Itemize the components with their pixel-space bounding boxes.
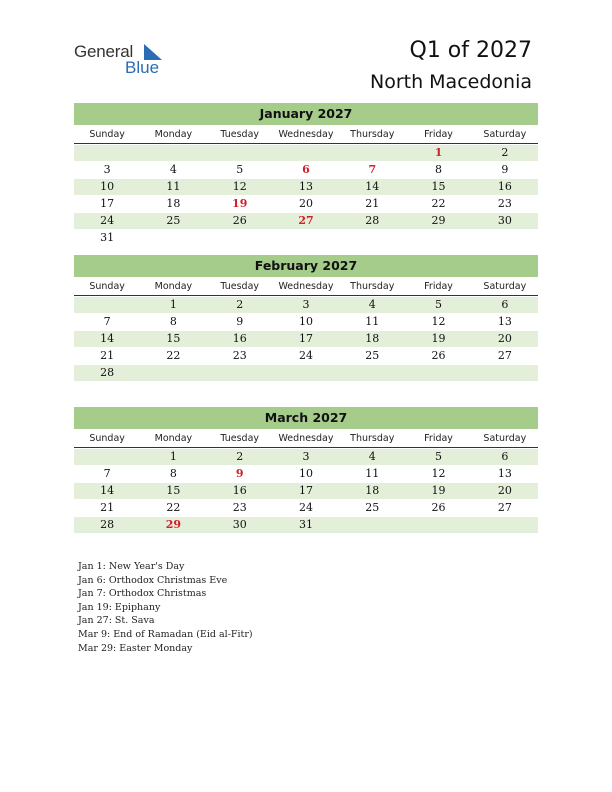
day-cell: 2 — [236, 449, 244, 463]
day-cell: 22 — [166, 500, 181, 514]
day-cell: 31 — [298, 517, 313, 531]
day-cell: 4 — [368, 449, 376, 463]
weekday-label: Thursday — [350, 433, 395, 444]
day-cell: 27 — [298, 213, 314, 227]
day-cell: 24 — [100, 213, 115, 227]
holiday-note: Mar 29: Easter Monday — [78, 642, 193, 654]
weeks — [74, 145, 538, 247]
day-cell: 10 — [100, 179, 115, 193]
day-cell: 13 — [497, 466, 512, 480]
day-cell: 11 — [365, 466, 380, 480]
day-cell: 23 — [232, 500, 247, 514]
day-cell: 11 — [166, 179, 181, 193]
day-cell: 4 — [169, 162, 177, 176]
weekday-label: Wednesday — [278, 129, 334, 140]
empty-day-cell — [339, 517, 405, 534]
week-row — [74, 230, 538, 247]
day-cell: 17 — [100, 196, 115, 210]
weekday-label: Friday — [424, 281, 453, 292]
day-cell: 11 — [365, 314, 380, 328]
day-cell: 7 — [368, 162, 377, 176]
day-cell: 12 — [232, 179, 247, 193]
day-cell: 31 — [100, 230, 115, 244]
weekday-label: Monday — [154, 281, 193, 292]
day-cell: 12 — [431, 466, 446, 480]
day-cell: 27 — [497, 348, 512, 362]
day-cell: 5 — [236, 162, 244, 176]
day-cell: 26 — [431, 348, 446, 362]
day-cell: 3 — [302, 297, 310, 311]
weekday-label: Tuesday — [220, 129, 260, 140]
day-cell: 25 — [166, 213, 181, 227]
holiday-note: Mar 9: End of Ramadan (Eid al-Fitr) — [78, 628, 253, 640]
day-cell: 27 — [497, 500, 512, 514]
empty-day-cell — [74, 297, 140, 314]
month-march — [74, 407, 538, 533]
week-row — [74, 517, 538, 534]
day-cell: 26 — [232, 213, 247, 227]
day-cell: 17 — [298, 331, 313, 345]
day-cell: 20 — [497, 331, 512, 345]
day-cell: 5 — [435, 297, 443, 311]
day-cell: 19 — [431, 483, 446, 497]
week-row — [74, 365, 538, 382]
day-cell: 8 — [169, 466, 177, 480]
empty-day-cell — [405, 230, 471, 247]
day-cell: 1 — [434, 145, 443, 159]
day-cell: 28 — [365, 213, 380, 227]
day-cell: 21 — [100, 348, 115, 362]
day-cell: 18 — [166, 196, 181, 210]
day-cell: 13 — [298, 179, 313, 193]
day-cell: 22 — [166, 348, 181, 362]
holiday-note: Jan 19: Epiphany — [78, 601, 161, 613]
page-title: Q1 of 2027 — [409, 38, 532, 63]
week-row — [74, 466, 538, 483]
week-row — [74, 179, 538, 196]
day-cell: 21 — [100, 500, 115, 514]
week-row — [74, 145, 538, 162]
month-title: January 2027 — [74, 103, 538, 125]
day-cell: 24 — [298, 500, 313, 514]
weekday-label: Wednesday — [278, 433, 334, 444]
day-cell: 5 — [435, 449, 443, 463]
logo — [74, 42, 194, 78]
month-january — [74, 103, 538, 246]
day-cell: 19 — [431, 331, 446, 345]
holiday-notes — [78, 560, 253, 655]
day-cell: 2 — [236, 297, 244, 311]
day-cell: 1 — [169, 297, 177, 311]
day-cell: 6 — [302, 162, 310, 176]
day-cell: 30 — [497, 213, 512, 227]
week-row — [74, 483, 538, 500]
day-cell: 12 — [431, 314, 446, 328]
empty-day-cell — [74, 145, 140, 162]
empty-day-cell — [472, 365, 538, 382]
day-cell: 23 — [497, 196, 512, 210]
weekday-label: Thursday — [350, 129, 395, 140]
weekday-label: Saturday — [483, 129, 527, 140]
day-cell: 2 — [501, 145, 509, 159]
weekday-label: Saturday — [483, 281, 527, 292]
day-cell: 1 — [169, 449, 177, 463]
empty-day-cell — [140, 145, 206, 162]
day-cell: 7 — [103, 314, 111, 328]
month-february — [74, 255, 538, 381]
week-row — [74, 196, 538, 213]
day-cell: 16 — [497, 179, 512, 193]
weekday-label: Saturday — [483, 433, 527, 444]
day-cell: 10 — [298, 466, 313, 480]
day-cell: 23 — [232, 348, 247, 362]
day-cell: 17 — [298, 483, 313, 497]
week-row — [74, 449, 538, 466]
day-cell: 24 — [298, 348, 313, 362]
empty-day-cell — [405, 365, 471, 382]
empty-day-cell — [140, 230, 206, 247]
week-row — [74, 348, 538, 365]
weeks — [74, 297, 538, 382]
day-cell: 25 — [365, 500, 380, 514]
weekday-label: Sunday — [89, 433, 125, 444]
day-cell: 16 — [232, 331, 247, 345]
day-cell: 14 — [100, 483, 115, 497]
day-cell: 25 — [365, 348, 380, 362]
weekday-label: Sunday — [89, 281, 125, 292]
month-title: February 2027 — [74, 255, 538, 277]
week-row — [74, 314, 538, 331]
day-cell: 14 — [365, 179, 380, 193]
empty-day-cell — [472, 230, 538, 247]
day-cell: 26 — [431, 500, 446, 514]
day-cell: 9 — [235, 466, 244, 480]
day-cell: 28 — [100, 365, 115, 379]
empty-day-cell — [140, 365, 206, 382]
empty-day-cell — [273, 365, 339, 382]
empty-day-cell — [472, 517, 538, 534]
week-row — [74, 162, 538, 179]
day-cell: 22 — [431, 196, 446, 210]
weekday-label: Tuesday — [220, 281, 260, 292]
weekday-label: Monday — [154, 129, 193, 140]
day-cell: 14 — [100, 331, 115, 345]
weekday-label: Tuesday — [220, 433, 260, 444]
day-cell: 4 — [368, 297, 376, 311]
day-cell: 15 — [431, 179, 446, 193]
weekday-label: Thursday — [350, 281, 395, 292]
weekday-header-row — [74, 431, 538, 448]
day-cell: 8 — [169, 314, 177, 328]
day-cell: 9 — [236, 314, 244, 328]
weekday-header-row — [74, 127, 538, 144]
day-cell: 15 — [166, 483, 181, 497]
month-title: March 2027 — [74, 407, 538, 429]
holiday-note: Jan 7: Orthodox Christmas — [78, 588, 207, 600]
week-row — [74, 331, 538, 348]
week-row — [74, 297, 538, 314]
weekday-label: Sunday — [89, 129, 125, 140]
weekday-label: Monday — [154, 433, 193, 444]
empty-day-cell — [207, 230, 273, 247]
day-cell: 29 — [431, 213, 446, 227]
day-cell: 3 — [103, 162, 111, 176]
empty-day-cell — [207, 145, 273, 162]
week-row — [74, 500, 538, 517]
holiday-note: Jan 6: Orthodox Christmas Eve — [78, 574, 228, 586]
empty-day-cell — [207, 365, 273, 382]
weekday-label: Friday — [424, 129, 453, 140]
holiday-note: Jan 1: New Year's Day — [78, 561, 185, 572]
day-cell: 13 — [497, 314, 512, 328]
day-cell: 18 — [365, 483, 380, 497]
weeks — [74, 449, 538, 534]
day-cell: 29 — [165, 517, 182, 531]
day-cell: 6 — [501, 449, 509, 463]
week-row — [74, 213, 538, 230]
day-cell: 16 — [232, 483, 247, 497]
day-cell: 6 — [501, 297, 509, 311]
empty-day-cell — [339, 365, 405, 382]
day-cell: 3 — [302, 449, 310, 463]
day-cell: 9 — [501, 162, 509, 176]
weekday-label: Wednesday — [278, 281, 334, 292]
empty-day-cell — [273, 145, 339, 162]
day-cell: 10 — [298, 314, 313, 328]
logo-word-general: General — [74, 42, 134, 61]
day-cell: 20 — [497, 483, 512, 497]
empty-day-cell — [339, 230, 405, 247]
day-cell: 8 — [435, 162, 443, 176]
day-cell: 21 — [365, 196, 380, 210]
empty-day-cell — [74, 449, 140, 466]
empty-day-cell — [273, 230, 339, 247]
empty-day-cell — [405, 517, 471, 534]
weekday-label: Friday — [424, 433, 453, 444]
weekday-header-row — [74, 279, 538, 296]
page-subtitle: North Macedonia — [369, 71, 532, 93]
empty-day-cell — [339, 145, 405, 162]
day-cell: 18 — [365, 331, 380, 345]
day-cell: 15 — [166, 331, 181, 345]
day-cell: 20 — [298, 196, 313, 210]
holiday-note: Jan 27: St. Sava — [78, 615, 155, 627]
day-cell: 19 — [232, 196, 248, 210]
day-cell: 30 — [232, 517, 247, 531]
logo-word-blue: Blue — [125, 58, 160, 77]
day-cell: 28 — [100, 517, 115, 531]
day-cell: 7 — [103, 466, 111, 480]
